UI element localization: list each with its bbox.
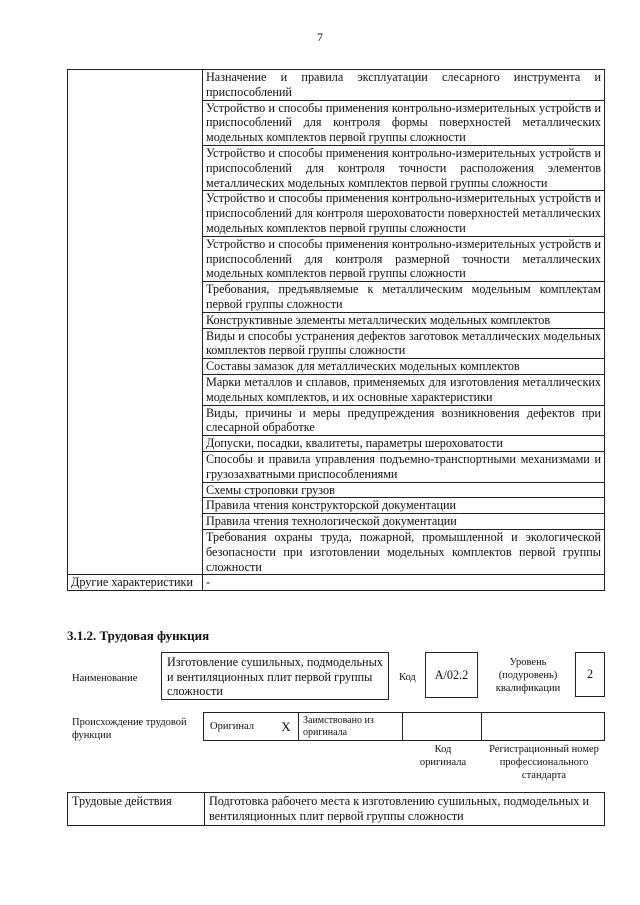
section-title: 3.1.2. Трудовая функция: [67, 628, 210, 643]
code-value: А/02.2: [434, 667, 469, 682]
other-characteristics-label: Другие характеристики: [68, 575, 203, 591]
knowledge-item: Назначение и правила эксплуатации слесарного инструмента и приспособлений: [203, 70, 605, 101]
function-name-value: Изготовление сушильных, подмодельных и вентиляционных плит первой группы сложности: [167, 655, 383, 698]
original-label: Оригинал: [210, 721, 254, 732]
borrowed-label: Заимствовано из оригинала: [303, 715, 374, 738]
knowledge-table: [67, 69, 605, 591]
reg-number-caption: Регистрационный номер профессионального стандарта: [489, 744, 599, 781]
knowledge-item: Требования охраны труда, пожарной, промышленной и экологической безопасности при изготовлении модельных комплектов первой группы сложности: [203, 529, 605, 574]
code-original-caption: Код оригинала: [419, 744, 467, 768]
original-cell: [204, 713, 274, 740]
knowledge-item: Устройство и способы применения контрольно-измерительных устройств и приспособлений для контроля шероховатости поверхностей металлических модельных комплектов первой группы сложности: [203, 191, 605, 236]
table-row: [68, 70, 605, 101]
knowledge-item: Схемы строповки грузов: [203, 482, 605, 498]
original-mark-value: X: [281, 719, 291, 734]
borrowed-cell: [299, 713, 403, 740]
reg-number-cell: [482, 713, 604, 740]
level-box: [575, 652, 605, 697]
level-label: Уровень (подуровень) квалификации: [495, 657, 561, 694]
original-mark: [274, 713, 299, 740]
function-name-box: [161, 652, 389, 700]
code-box: [425, 652, 478, 698]
knowledge-item: Устройство и способы применения контрольно-измерительных устройств и приспособлений для контроля формы поверхностей металлических модельных комплектов первой группы сложности: [203, 100, 605, 145]
other-characteristics-value: -: [203, 575, 605, 591]
knowledge-item: Виды, причины и меры предупреждения возникновения дефектов при слесарной обработке: [203, 405, 605, 436]
level-value: 2: [586, 667, 594, 681]
name-label: Наименование: [72, 673, 138, 684]
knowledge-item: Марки металлов и сплавов, применяемых для изготовления металлических модельных комплектов, и их основные характеристики: [203, 374, 605, 405]
code-label: Код: [399, 672, 416, 683]
knowledge-item: Правила чтения конструкторской документации: [203, 498, 605, 514]
actions-value: Подготовка рабочего места к изготовлению сушильных, подмодельных и вентиляционных плит первой группы сложности: [205, 793, 605, 826]
actions-table: [67, 792, 605, 826]
knowledge-item: Требования, предъявляемые к металлическим модельным комплектам первой группы сложности: [203, 282, 605, 313]
table-row: [68, 575, 605, 591]
code-original-cell: [404, 713, 482, 740]
knowledge-item: Устройство и способы применения контрольно-измерительных устройств и приспособлений для контроля размерной точности металлических модельных комплектов первой группы сложности: [203, 236, 605, 281]
origin-label: Происхождение трудовой функции: [72, 717, 187, 741]
knowledge-item: Устройство и способы применения контрольно-измерительных устройств и приспособлений для контроля точности расположения элементов металлических модельных комплектов первой группы сложности: [203, 145, 605, 190]
origin-table: [203, 712, 605, 741]
page-number: 7: [317, 30, 323, 44]
table-row: [68, 793, 605, 826]
actions-label: Трудовые действия: [68, 793, 205, 826]
knowledge-item: Допуски, посадки, квалитеты, параметры шероховатости: [203, 436, 605, 452]
knowledge-item: Конструктивные элементы металлических модельных комплектов: [203, 312, 605, 328]
knowledge-item: Виды и способы устранения дефектов заготовок металлических модельных комплектов первой группы сложности: [203, 328, 605, 359]
knowledge-item: Составы замазок для металлических модельных комплектов: [203, 359, 605, 375]
knowledge-item: Способы и правила управления подъемно-транспортными механизмами и грузозахватными приспособлениями: [203, 451, 605, 482]
knowledge-item: Правила чтения технологической документации: [203, 514, 605, 530]
knowledge-label-cell: [68, 70, 203, 575]
